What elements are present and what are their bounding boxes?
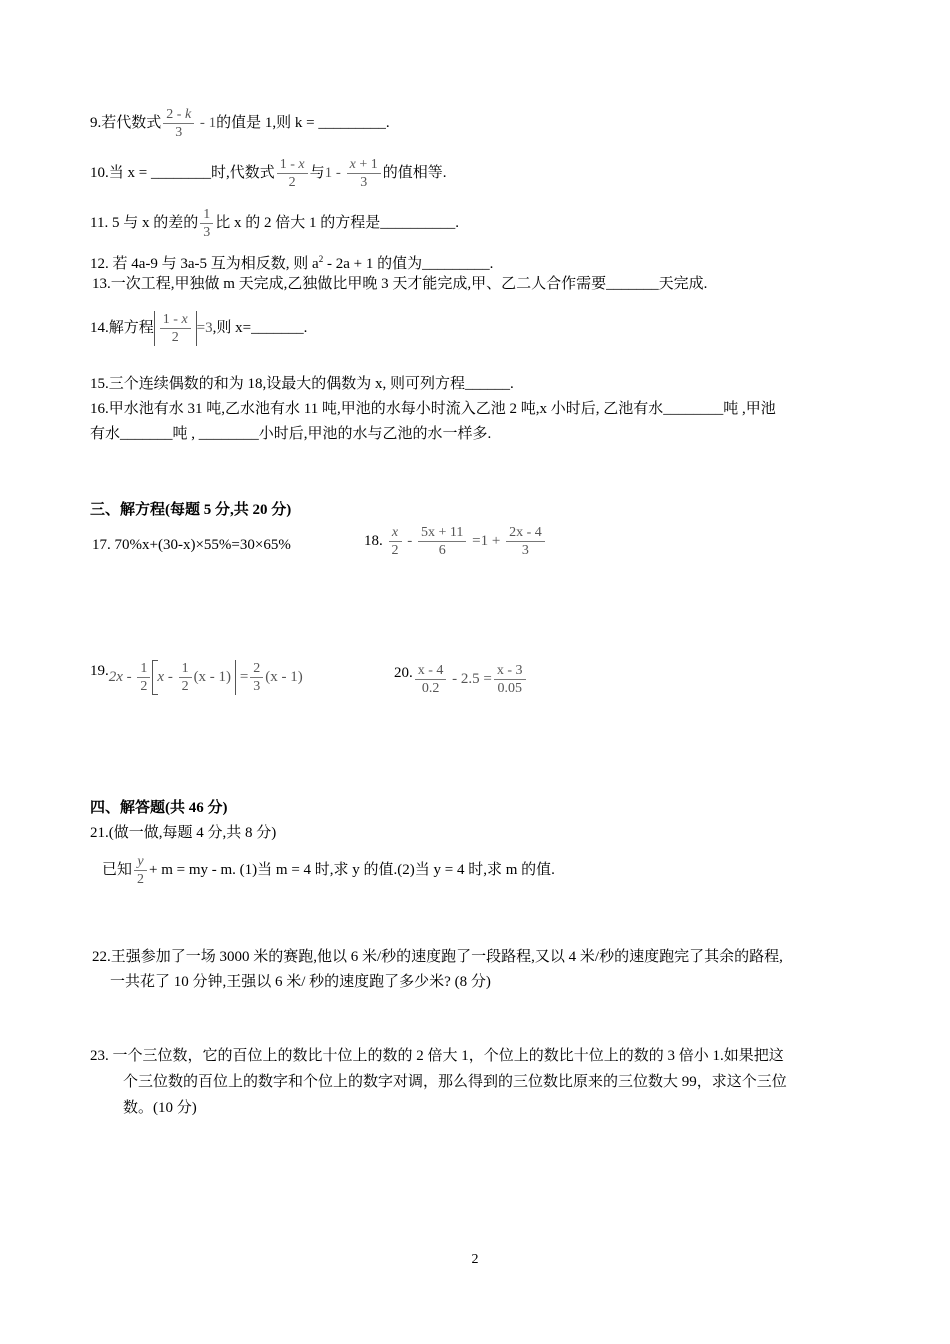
q10-f2-den: 3	[360, 175, 368, 190]
q14-num-var: x	[181, 312, 188, 327]
question-21-head: 21.(做一做,每题 4 分,共 8 分)	[90, 825, 277, 841]
question-15: 15.三个连续偶数的和为 18,设最大的偶数为 x, 则可列方程______.	[90, 376, 514, 392]
q18-minus: -	[403, 532, 416, 549]
q18-f1-num: x	[389, 524, 402, 542]
q9-den: 3	[175, 125, 183, 140]
q19-half-2	[179, 660, 192, 695]
q10-f1-var: x	[298, 157, 305, 172]
q10-f2-num: + 1	[355, 157, 378, 172]
question-9	[90, 106, 390, 141]
q18-f2-num: 5x + 11	[418, 524, 466, 542]
question-21-body	[102, 853, 555, 888]
q18-f1-den: 2	[391, 543, 399, 558]
q19-inner-a: x -	[157, 668, 177, 685]
question-10	[90, 156, 447, 191]
q10-one-minus: 1 -	[324, 164, 345, 181]
q21-prefix: 已知	[102, 861, 133, 878]
q10-fraction-1	[277, 156, 308, 191]
q11-num: 1	[200, 206, 213, 224]
q19-label: 19.	[90, 663, 109, 679]
q19-r-num: 2	[250, 660, 263, 678]
question-19	[90, 660, 303, 695]
q20-label: 20.	[394, 665, 413, 681]
q11-suffix: 比 x 的 2 倍大 1 的方程是__________.	[215, 214, 459, 231]
question-23-line-1: 23. 一个三位数，它的百位上的数比十位上的数的 2 倍大 1，个位上的数比十位上的数的 3 倍小 1.如果把这	[90, 1048, 784, 1064]
q21-num: y	[134, 853, 147, 871]
question-11	[90, 206, 459, 241]
q10-f2-var: x	[349, 157, 356, 172]
q18-f3-num: 2x - 4	[506, 524, 545, 542]
q18-fraction-3	[506, 524, 545, 559]
question-23-line-2: 个三位数的百位上的数字和个位上的数字对调，那么得到的三位数比原来的三位数大 99，求这个三位	[123, 1074, 787, 1090]
q14-eq: =3	[196, 319, 213, 336]
question-13: 13.一次工程,甲独做 m 天完成,乙独做比甲晚 3 天才能完成,甲、乙二人合作需要_______天完成.	[92, 276, 708, 292]
question-17: 17. 70%x+(30-x)×55%=30×65%	[92, 537, 291, 553]
q18-fraction-1	[389, 524, 402, 559]
q14-den: 2	[171, 330, 179, 345]
question-20	[394, 662, 528, 697]
q14-absolute-value	[154, 311, 197, 346]
q18-eq: =1 +	[468, 532, 505, 549]
question-16-line-1: 16.甲水池有水 31 吨,乙水池有水 11 吨,甲池的水每小时流入乙池 2 吨,x 小时后, 乙池有水________吨 ,甲池	[90, 401, 776, 417]
q19-r-den: 3	[253, 679, 261, 694]
q19-h-den: 2	[140, 679, 148, 694]
q18-f2-den: 6	[438, 543, 446, 558]
q18-label: 18.	[364, 532, 383, 549]
section-3-title: 三、解方程(每题 5 分,共 20 分)	[90, 502, 292, 518]
q9-prefix: 9.若代数式	[90, 114, 162, 131]
q9-num-var: k	[184, 107, 192, 122]
q12-text-b: - 2a + 1 的值为_________.	[323, 256, 494, 272]
section-4-title: 四、解答题(共 46 分)	[90, 800, 228, 816]
question-16-line-2: 有水_______吨 , ________小时后,甲池的水与乙池的水一样多.	[90, 426, 492, 442]
q9-suffix: 的值是 1,则 k = _________.	[216, 114, 390, 131]
q14-prefix: 14.解方程	[90, 319, 154, 336]
q19-lead: 2x -	[108, 668, 136, 685]
q14-suffix: ,则 x=_______.	[212, 319, 308, 336]
q11-prefix: 11. 5 与 x 的差的	[90, 214, 199, 231]
page-number: 2	[471, 1252, 479, 1267]
question-22-line-2: 一共花了 10 分钟,王强以 6 米/ 秒的速度跑了多少米? (8 分)	[110, 974, 491, 990]
q19-bracket	[152, 660, 236, 695]
question-14	[90, 311, 307, 346]
q14-num: 1 -	[162, 312, 182, 327]
q9-fraction	[163, 106, 194, 141]
q9-num: 2 -	[166, 107, 185, 122]
q18-fraction-2	[418, 524, 466, 559]
q12-text-a: 12. 若 4a-9 与 3a-5 互为相反数, 则 a	[90, 256, 319, 272]
q11-den: 3	[203, 225, 211, 240]
q11-fraction	[200, 206, 213, 241]
q18-f3-den: 3	[521, 543, 529, 558]
question-23-line-3: 数。(10 分)	[123, 1100, 197, 1116]
q19-fraction-r	[250, 660, 263, 695]
q21-suffix: + m = my - m. (1)当 m = 4 时,求 y 的值.(2)当 y = 4 时,求 m 的值.	[149, 861, 555, 878]
q19-right: (x - 1)	[265, 668, 303, 685]
q19-eq: =	[236, 668, 249, 685]
q20-fraction-2	[494, 662, 526, 697]
q19-h2-den: 2	[181, 679, 189, 694]
q12-superscript: 2	[318, 254, 324, 264]
q20-f1-den: 0.2	[421, 681, 440, 696]
q21-den: 2	[137, 872, 145, 887]
q19-h2-num: 1	[179, 660, 192, 678]
q10-f1-den: 2	[288, 175, 296, 190]
q20-f2-den: 0.05	[497, 681, 522, 696]
q20-mid: - 2.5 =	[448, 670, 492, 687]
q20-f1-num: x - 4	[415, 662, 447, 680]
question-22-line-1: 22.王强参加了一场 3000 米的赛跑,他以 6 米/秒的速度跑了一段路程,又以 4 米/秒的速度跑完了其余的路程,	[92, 949, 783, 965]
q20-f2-num: x - 3	[494, 662, 526, 680]
question-18	[364, 524, 547, 559]
q9-tail: - 1	[196, 114, 217, 131]
question-12	[90, 248, 493, 275]
q10-f1-num: 1 -	[279, 157, 299, 172]
q20-fraction-1	[415, 662, 447, 697]
q10-mid: 与	[309, 164, 325, 181]
q21-fraction	[134, 853, 147, 888]
q10-fraction-2	[347, 156, 381, 191]
q10-suffix: 的值相等.	[382, 164, 447, 181]
q19-inner-b: (x - 1)	[193, 668, 232, 685]
q19-half-1	[137, 660, 150, 695]
q10-prefix: 10.当 x = ________时,代数式	[90, 164, 275, 181]
q19-h-num: 1	[137, 660, 150, 678]
